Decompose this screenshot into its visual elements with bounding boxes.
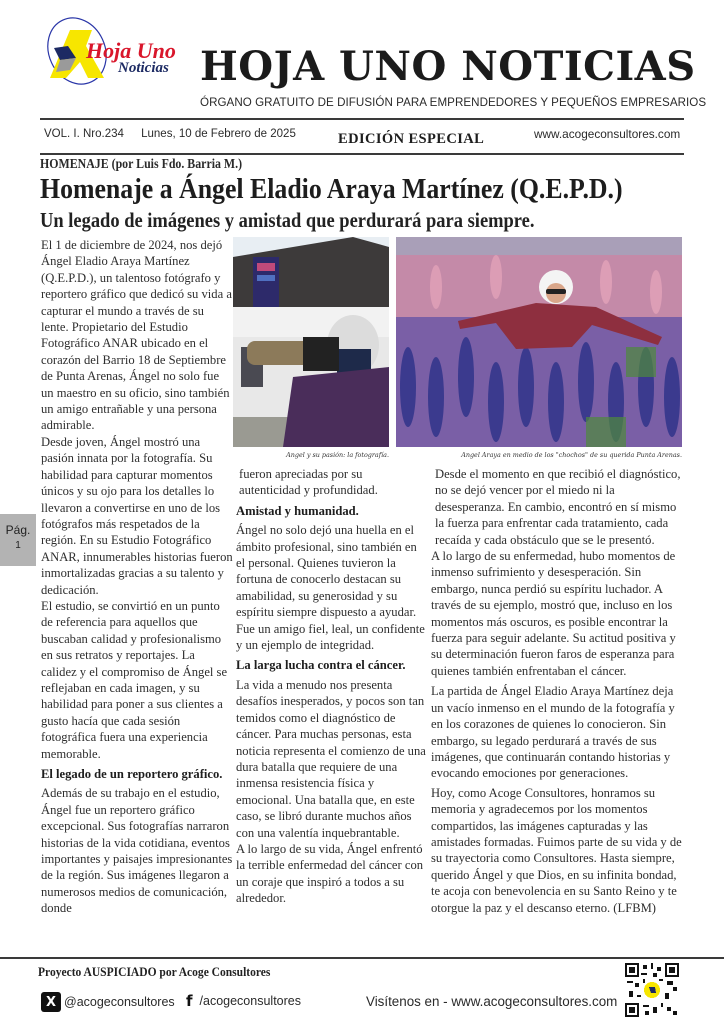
facebook-logo-icon: f	[186, 992, 193, 1010]
page-number: 1	[15, 540, 21, 551]
visit-website-link[interactable]: Visítenos en - www.acogeconsultores.com	[366, 994, 618, 1009]
article-column-1	[41, 237, 233, 917]
page-indicator	[0, 514, 36, 566]
article-column-3	[431, 466, 683, 916]
paragraph: A lo largo de su enfermedad, hubo momentos de inmenso sufrimiento y desesperación. Sin embargo, nunca perdió su espíritu luchador. A través de su ejemplo, mostró que, incluso en los momentos más oscuros, es posible encontrar la fuerza para seguir adelante. Su actitud positiva y su determinación fueron faros de esperanza para quienes también enfrentaban el cáncer.	[431, 549, 676, 678]
volume-number: VOL. I. Nro.234	[44, 128, 124, 140]
lupine-field-image-icon	[396, 237, 682, 447]
masthead-rule-bottom	[40, 153, 684, 155]
photo-caption: Angel y su pasión: la fotografía.	[286, 451, 389, 459]
paragraph: El estudio, se convirtió en un punto de referencia para aquellos que buscaban calidad y profesionalismo en sus retratos y reportajes. La calidez y el compromiso de Ángel se reflejaban en cada imagen, y su habilidad para poner a sus clientes a gusto hacía que cada sesión fotográfica fuera una experiencia memorable.	[41, 598, 228, 761]
hoja-uno-logo	[40, 16, 190, 96]
article-subheadline: Un legado de imágenes y amistad que perdurará para siempre.	[40, 208, 535, 232]
logo-text-hoja-uno: Hoja Uno	[86, 38, 176, 63]
paragraph: Hoy, como Acoge Consultores, honramos su memoria y agradecemos por los momentos compartidos, las imágenes capturadas y las amistades formadas. Fuimos parte de su vida y de su trayectoria como Consultores. Hasta siempre, querido Ángel y que Dios, en su infinita bondad, te acoja con benevolencia en su Santo Reino y te otorgue la paz y el descanso eterno. (LFBM)	[431, 785, 682, 915]
x-handle: @acogeconsultores	[64, 995, 175, 1009]
section-heading: Amistad y humanidad.	[236, 503, 359, 518]
photographer-image-icon	[233, 237, 389, 447]
website-link[interactable]: www.acogeconsultores.com	[534, 127, 681, 141]
facebook-handle: /acogeconsultores	[199, 994, 301, 1008]
photo-caption: Angel Araya en medio de los "chochos" de su querida Punta Arenas.	[461, 451, 682, 459]
footer-rule	[0, 957, 724, 959]
paragraph: A lo largo de su vida, Ángel enfrentó la terrible enfermedad del cáncer con un coraje que inspiró a todos a su alrededor.	[236, 841, 424, 906]
paragraph: La vida a menudo nos presenta desafíos inesperados, y pocos son tan temidos como el diagnóstico de cáncer. Para muchas personas, esta noticia representa el comienzo de una dura batalla que requiere de una inmensa resistencia física y emocional. Una batalla que, en este caso, se libró durante muchos años con una valentía inquebrantable.	[236, 677, 426, 840]
article-headline: Homenaje a Ángel Eladio Araya Martínez (Q.E.P.D.)	[40, 173, 623, 205]
masthead-rule-top	[40, 118, 684, 120]
paragraph: El 1 de diciembre de 2024, nos dejó Ángel Eladio Araya Martínez (Q.E.P.D.), un talentoso fotógrafo y reportero gráfico que dedicó su vida a capturar el mundo a través de su lente. Propietario del Estudio Fotográfico ANAR ubicado en el corazón del Barrio 18 de Septiembre de Punta Arenas, Ángel no solo fue un maestro en su oficio, sino también un amigo entrañable y una persona admirable.	[41, 238, 232, 433]
photo-angel-with-camera	[233, 237, 389, 447]
paragraph: La partida de Ángel Eladio Araya Martínez deja un vacío inmenso en el mundo de la fotografía y en los corazones de quienes lo conocieron. Sin embargo, su legado perdurará a través de sus imágenes, que continuarán contando historias y evocando emociones por generaciones.	[431, 684, 675, 781]
qr-code-icon	[625, 963, 679, 1017]
logo-text-noticias: Noticias	[118, 60, 169, 76]
section-heading: El legado de un reportero gráfico.	[41, 767, 223, 781]
page-label: Pág.	[5, 523, 31, 537]
paragraph: Además de su trabajo en el estudio, Ángel fue un reportero gráfico excepcional. Sus fotografías narraron historias de la vida cotidiana, eventos importantes y paisajes impresionantes de la región. Sus imágenes llegaron a numerosos medios de comunicación, donde	[41, 786, 233, 916]
x-social-link[interactable]	[41, 992, 175, 1012]
paragraph: Ángel no solo dejó una huella en el ámbito profesional, sino también en el personal. Quienes tuvieron la fortuna de conocerlo destacan su amabilidad, su generosidad y su espíritu siempre dispuesto a ayudar. Fue un amigo fiel, leal, un confidente y un ejemplo de integridad.	[236, 523, 425, 653]
section-heading: La larga lucha contra el cáncer.	[236, 658, 406, 673]
photo-angel-in-lupines	[396, 237, 682, 447]
edition-info	[44, 128, 310, 140]
newspaper-title: HOJA UNO NOTICIAS	[200, 43, 696, 90]
edition-label: EDICIÓN ESPECIAL	[338, 131, 485, 147]
sponsor-line: Proyecto AUSPICIADO por Acoge Consultores	[38, 965, 271, 979]
qr-code[interactable]	[625, 963, 679, 1017]
article-kicker: HOMENAJE (por Luis Fdo. Barria M.)	[40, 156, 243, 171]
paragraph: Desde joven, Ángel mostró una pasión innata por la fotografía. Su habilidad para capturar momentos únicos y su ojo para los detalles lo llevaron a convertirse en uno de los fotógrafos más respetados de la región. En su Estudio Fotográfico ANAR, innumerables historias fueron inmortalizadas gracias a su talento y dedicación.	[41, 434, 233, 597]
article-column-2	[236, 466, 426, 907]
facebook-social-link[interactable]	[186, 992, 301, 1010]
issue-date: Lunes, 10 de Febrero de 2025	[141, 128, 296, 140]
paragraph: Desde el momento en que recibió el diagnóstico, no se dejó vencer por el miedo ni la desesperanza. En cambio, encontró en sí mismo la fuerza para enfrentar cada tratamiento, cada recaída y cada obstáculo que se le presentó.	[435, 467, 681, 547]
paragraph: fueron apreciadas por su autenticidad y profundidad.	[239, 467, 378, 498]
x-logo-icon: X	[41, 992, 61, 1012]
newspaper-subtitle: ÓRGANO GRATUITO DE DIFUSIÓN PARA EMPRENDEDORES Y PEQUEÑOS EMPRESARIOS	[200, 96, 707, 109]
